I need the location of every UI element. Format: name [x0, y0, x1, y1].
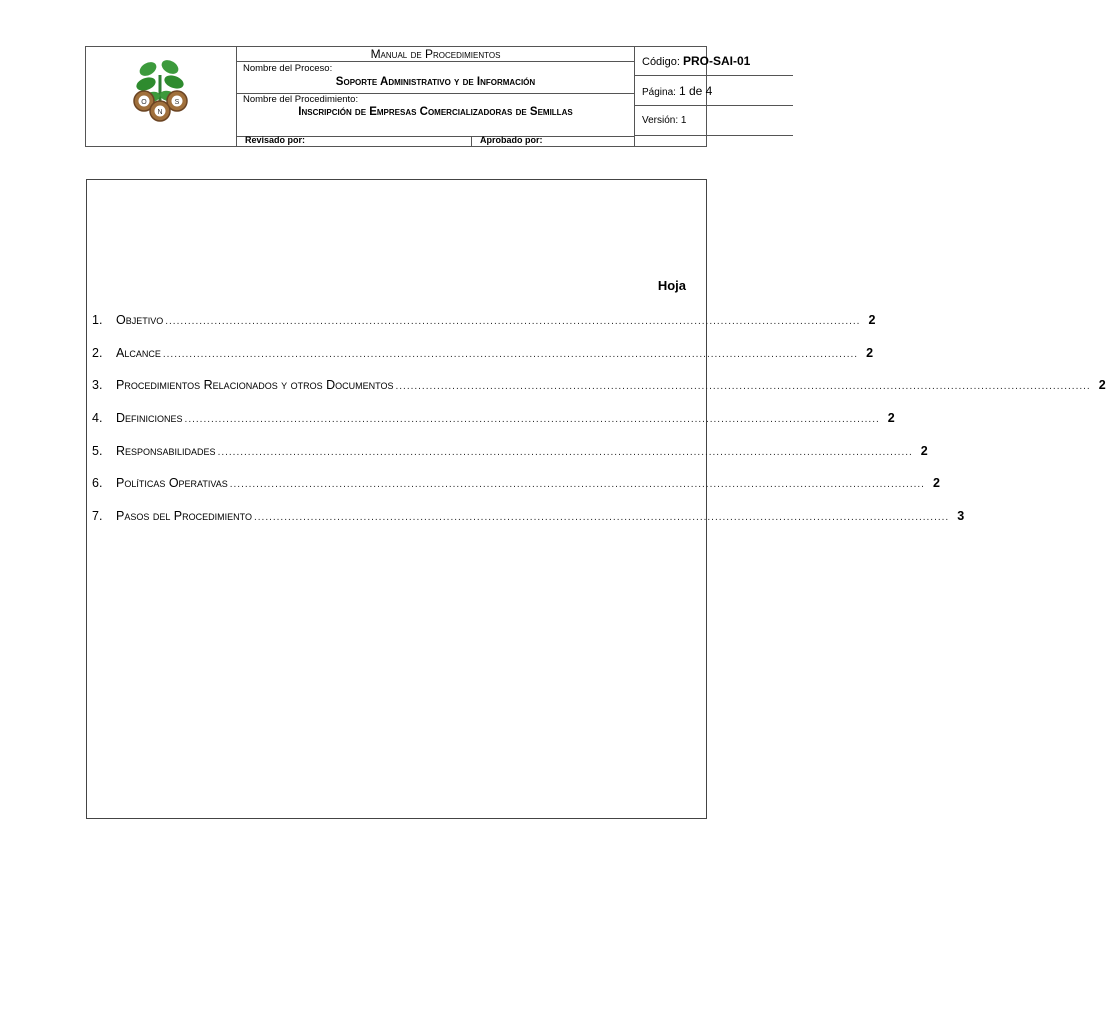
reviewed-by-label: Revisado por:	[245, 135, 306, 145]
toc-item-page: 2	[866, 346, 874, 360]
toc-item-number: 5.	[92, 444, 103, 458]
svg-text:S: S	[174, 99, 180, 106]
procedure-row	[237, 94, 634, 137]
toc-item-page: 2	[920, 444, 928, 458]
toc-item-page: 2	[1098, 378, 1106, 392]
toc-leader-dots: ........................................................................................................................................................................................	[162, 349, 859, 360]
page-cell	[635, 76, 793, 106]
toc-item-page: 2	[932, 476, 940, 490]
toc-leader-dots: ........................................................................................................................................................................................	[217, 447, 913, 458]
toc-item-procedimientos-relacionados[interactable]	[92, 376, 1106, 394]
svg-text:O: O	[141, 99, 147, 106]
process-row	[237, 62, 634, 94]
toc-box	[86, 179, 1106, 819]
approval-blank-cell	[635, 136, 793, 146]
toc-leader-dots: ........................................................................................................................................................................................	[253, 512, 950, 523]
review-divider	[471, 137, 472, 146]
toc-item-number: 4.	[92, 411, 103, 425]
toc-item-alcance[interactable]	[92, 344, 874, 362]
toc-leader-dots: ........................................................................................................................................................................................	[229, 479, 925, 490]
page-label: Página:	[642, 87, 676, 98]
toc-leader-dots: ........................................................................................................................................................................................	[184, 414, 880, 425]
header-right	[634, 47, 793, 146]
manual-title: Manual de Procedimientos	[237, 47, 634, 62]
toc-item-title: Responsabilidades	[116, 444, 216, 458]
code-label: Código:	[642, 56, 680, 68]
toc-item-title: Alcance	[116, 346, 161, 360]
review-row	[237, 137, 634, 146]
code-cell	[635, 47, 793, 76]
process-label: Nombre del Proceso:	[243, 63, 333, 74]
toc-item-politicas-operativas[interactable]	[92, 474, 940, 492]
toc-item-objetivo[interactable]	[92, 311, 876, 329]
toc-item-title: Pasos del Procedimiento	[116, 509, 252, 523]
toc-item-page: 3	[957, 509, 965, 523]
toc-item-title: Objetivo	[116, 313, 164, 327]
toc-item-title: Procedimientos Relacionados y otros Documentos	[116, 378, 394, 392]
toc-item-page: 2	[868, 313, 876, 327]
toc-item-title: Políticas Operativas	[116, 476, 228, 490]
header-middle	[237, 47, 634, 146]
ons-logo	[86, 47, 237, 146]
svg-text:N: N	[157, 109, 163, 116]
process-name: Soporte Administrativo y de Información	[335, 76, 536, 88]
logo-cell	[86, 47, 237, 146]
toc-leader-dots: ........................................................................................................................................................................................	[165, 316, 861, 327]
version-cell	[635, 106, 793, 136]
version-label: Versión: 1	[642, 115, 687, 126]
toc-item-number: 3.	[92, 378, 103, 392]
toc-leader-dots: ........................................................................................................................................................................................	[395, 381, 1091, 392]
toc-item-title: Definiciones	[116, 411, 183, 425]
document-header	[85, 46, 751, 147]
toc-item-number: 7.	[92, 509, 103, 523]
procedure-name: Inscripción de Empresas Comercializadoras de Semillas	[298, 106, 573, 118]
page-value: 1 de 4	[678, 84, 713, 98]
toc-item-definiciones[interactable]	[92, 409, 895, 427]
toc-item-pasos-del-procedimiento[interactable]	[92, 507, 965, 525]
toc-item-responsabilidades[interactable]	[92, 442, 928, 460]
toc-item-number: 2.	[92, 346, 103, 360]
approved-by-label: Aprobado por:	[480, 135, 543, 145]
code-value: PRO-SAI-01	[682, 54, 751, 68]
procedure-label: Nombre del Procedimiento:	[243, 94, 359, 105]
toc-item-number: 6.	[92, 476, 103, 490]
toc-page-column-header: Hoja	[657, 278, 686, 293]
toc-item-number: 1.	[92, 313, 103, 327]
toc-item-page: 2	[887, 411, 895, 425]
